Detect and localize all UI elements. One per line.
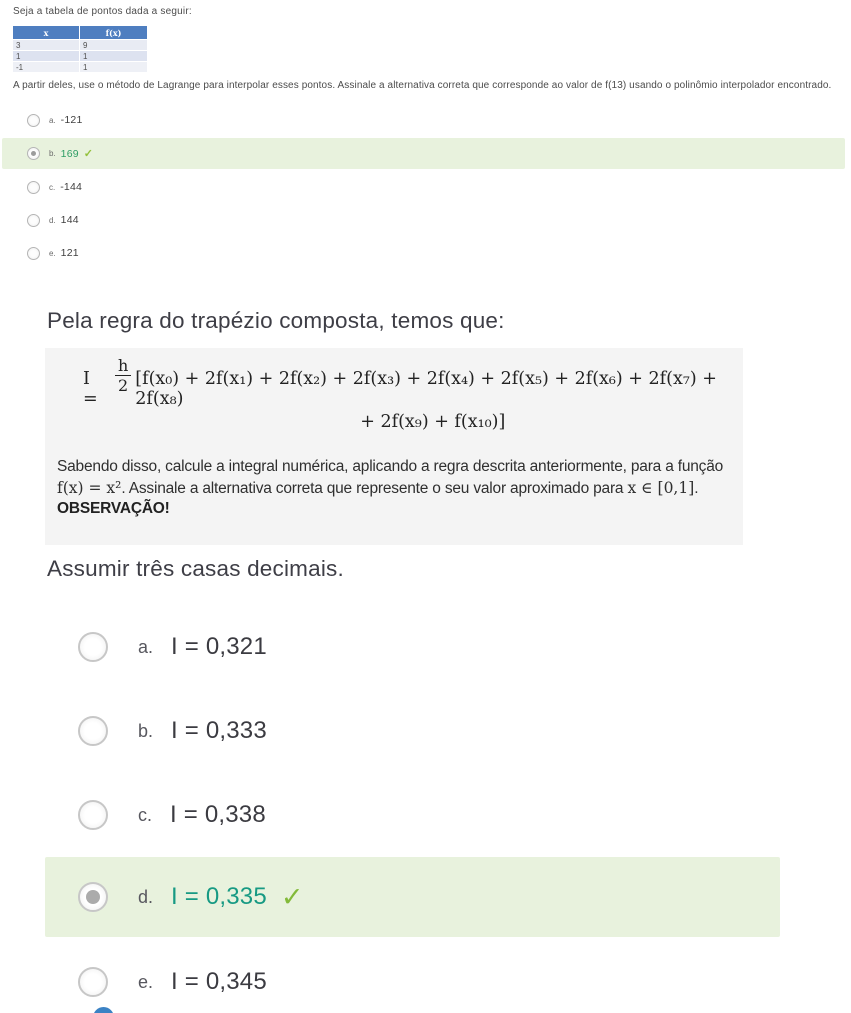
radio-button-selected[interactable] [78,882,108,912]
q1-option-c[interactable] [0,177,845,197]
body-text-segment: . Assinale a alternativa correta que represente o seu valor aproximado para [121,479,628,497]
option-value: I = 0,338 [170,801,266,828]
points-table-header-row [13,26,148,39]
correct-check-icon: ✓ [280,881,304,912]
radio-button[interactable] [27,181,40,194]
formula-line2: + 2f(x₉) + f(x₁₀)] [360,412,506,432]
fraction-numerator: h [117,356,129,375]
observation-label: OBSERVAÇÃO! [57,500,170,517]
q1-option-a[interactable] [0,110,845,130]
q2-option-d-selected-correct[interactable] [45,857,780,937]
radio-button[interactable] [78,632,108,662]
table-cell-fx: 1 [80,51,147,61]
formula-lhs: I = [83,369,98,409]
fraction-denominator: 2 [115,375,131,395]
radio-button[interactable] [78,800,108,830]
points-table [13,26,148,72]
radio-button[interactable] [27,214,40,227]
body-text-segment: . [694,479,699,497]
question2-body-text [57,456,733,499]
q1-option-d[interactable] [0,210,845,230]
option-value: 169 [60,147,79,160]
option-value: I = 0,333 [171,717,267,744]
correct-check-icon: ✓ [83,148,94,160]
points-table-header-fx: f(x) [80,26,147,39]
math-expression-interval: x ∈ [0,1] [627,478,695,497]
table-cell-x: 1 [13,51,79,61]
question1-prompt-text: A partir deles, use o método de Lagrange para interpolar esses pontos. Assinale a alternativa correta que corresponde ao valor de f(13) usando o polinômio interpolador encontrado. [13,80,832,91]
option-letter: b. [138,720,154,741]
option-letter: a. [49,115,56,125]
q2-option-b[interactable] [45,691,780,771]
option-value: -121 [60,114,83,126]
option-letter: a. [138,636,154,657]
body-text-segment: Sabendo disso, calcule a integral numérica, aplicando a regra descrita anteriormente, para a função [57,458,724,475]
option-value: I = 0,345 [171,968,267,995]
formula-line1: [f(x₀) + 2f(x₁) + 2f(x₂) + 2f(x₃) + 2f(x₄) + 2f(x₅) + 2f(x₆) + 2f(x₇) + 2f(x₈) [135,369,717,409]
table-cell-x: 3 [13,40,79,50]
formula-fraction [115,358,131,395]
formula-box [45,348,743,545]
table-cell-fx: 1 [80,62,147,72]
radio-button-selected[interactable] [27,147,40,160]
trapezoid-rule-formula [83,358,743,432]
option-value: 121 [60,247,79,259]
table-row [13,62,148,72]
option-letter: b. [49,149,56,158]
q2-option-a[interactable] [45,607,780,687]
option-letter: c. [138,804,153,825]
option-value: 144 [60,214,79,226]
question2-heading: Pela regra do trapézio composta, temos que: [47,308,505,333]
option-letter: c. [49,182,56,192]
formula-lines [135,369,743,432]
q2-option-c[interactable] [45,775,780,855]
option-letter: d. [49,215,56,225]
question1-intro-text: Seja a tabela de pontos dada a seguir: [13,6,192,17]
table-row [13,51,148,61]
option-letter: d. [138,886,154,907]
radio-button[interactable] [27,247,40,260]
q1-option-e[interactable] [0,243,845,263]
q2-option-e[interactable] [45,942,780,1013]
radio-button[interactable] [27,114,40,127]
option-value: I = 0,335 [171,883,267,910]
math-expression-fx: f(x) = x² [57,478,122,497]
radio-button[interactable] [78,967,108,997]
radio-button[interactable] [78,716,108,746]
points-table-header-x: x [13,26,79,39]
table-cell-fx: 9 [80,40,147,50]
option-letter: e. [138,971,154,992]
table-row [13,40,148,50]
option-letter: e. [49,248,56,258]
q1-option-b-selected-correct[interactable] [2,138,845,169]
table-cell-x: -1 [13,62,79,72]
option-value: -144 [60,181,83,193]
question2-subheading: Assumir três casas decimais. [47,556,344,581]
option-value: I = 0,321 [171,633,267,660]
